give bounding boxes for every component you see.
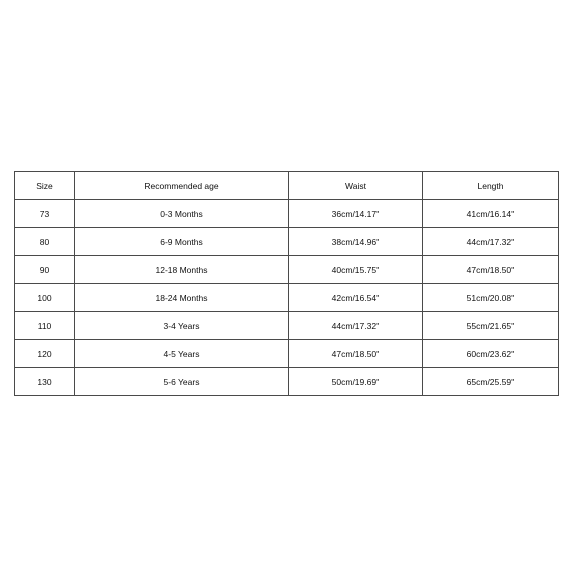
cell-recommended-age: 6-9 Months xyxy=(75,228,289,256)
cell-length: 65cm/25.59'' xyxy=(423,368,559,396)
cell-size: 130 xyxy=(15,368,75,396)
table-row xyxy=(15,200,559,228)
table-row xyxy=(15,368,559,396)
cell-recommended-age: 4-5 Years xyxy=(75,340,289,368)
cell-length: 60cm/23.62'' xyxy=(423,340,559,368)
header-waist: Waist xyxy=(289,172,423,200)
cell-waist: 40cm/15.75'' xyxy=(289,256,423,284)
cell-waist: 50cm/19.69'' xyxy=(289,368,423,396)
cell-size: 110 xyxy=(15,312,75,340)
header-recommended-age: Recommended age xyxy=(75,172,289,200)
cell-recommended-age: 12-18 Months xyxy=(75,256,289,284)
table-row xyxy=(15,284,559,312)
table-row xyxy=(15,256,559,284)
cell-waist: 47cm/18.50'' xyxy=(289,340,423,368)
table-row xyxy=(15,228,559,256)
cell-size: 100 xyxy=(15,284,75,312)
cell-size: 73 xyxy=(15,200,75,228)
cell-length: 51cm/20.08'' xyxy=(423,284,559,312)
size-chart-table xyxy=(14,171,559,396)
cell-length: 41cm/16.14'' xyxy=(423,200,559,228)
cell-recommended-age: 5-6 Years xyxy=(75,368,289,396)
cell-waist: 42cm/16.54'' xyxy=(289,284,423,312)
cell-length: 44cm/17.32'' xyxy=(423,228,559,256)
cell-waist: 38cm/14.96'' xyxy=(289,228,423,256)
table-header-row xyxy=(15,172,559,200)
cell-size: 120 xyxy=(15,340,75,368)
header-length: Length xyxy=(423,172,559,200)
cell-length: 55cm/21.65'' xyxy=(423,312,559,340)
table-row xyxy=(15,312,559,340)
cell-recommended-age: 0-3 Months xyxy=(75,200,289,228)
cell-size: 90 xyxy=(15,256,75,284)
cell-recommended-age: 18-24 Months xyxy=(75,284,289,312)
cell-waist: 44cm/17.32'' xyxy=(289,312,423,340)
header-size: Size xyxy=(15,172,75,200)
cell-waist: 36cm/14.17'' xyxy=(289,200,423,228)
cell-recommended-age: 3-4 Years xyxy=(75,312,289,340)
table-row xyxy=(15,340,559,368)
cell-size: 80 xyxy=(15,228,75,256)
cell-length: 47cm/18.50'' xyxy=(423,256,559,284)
